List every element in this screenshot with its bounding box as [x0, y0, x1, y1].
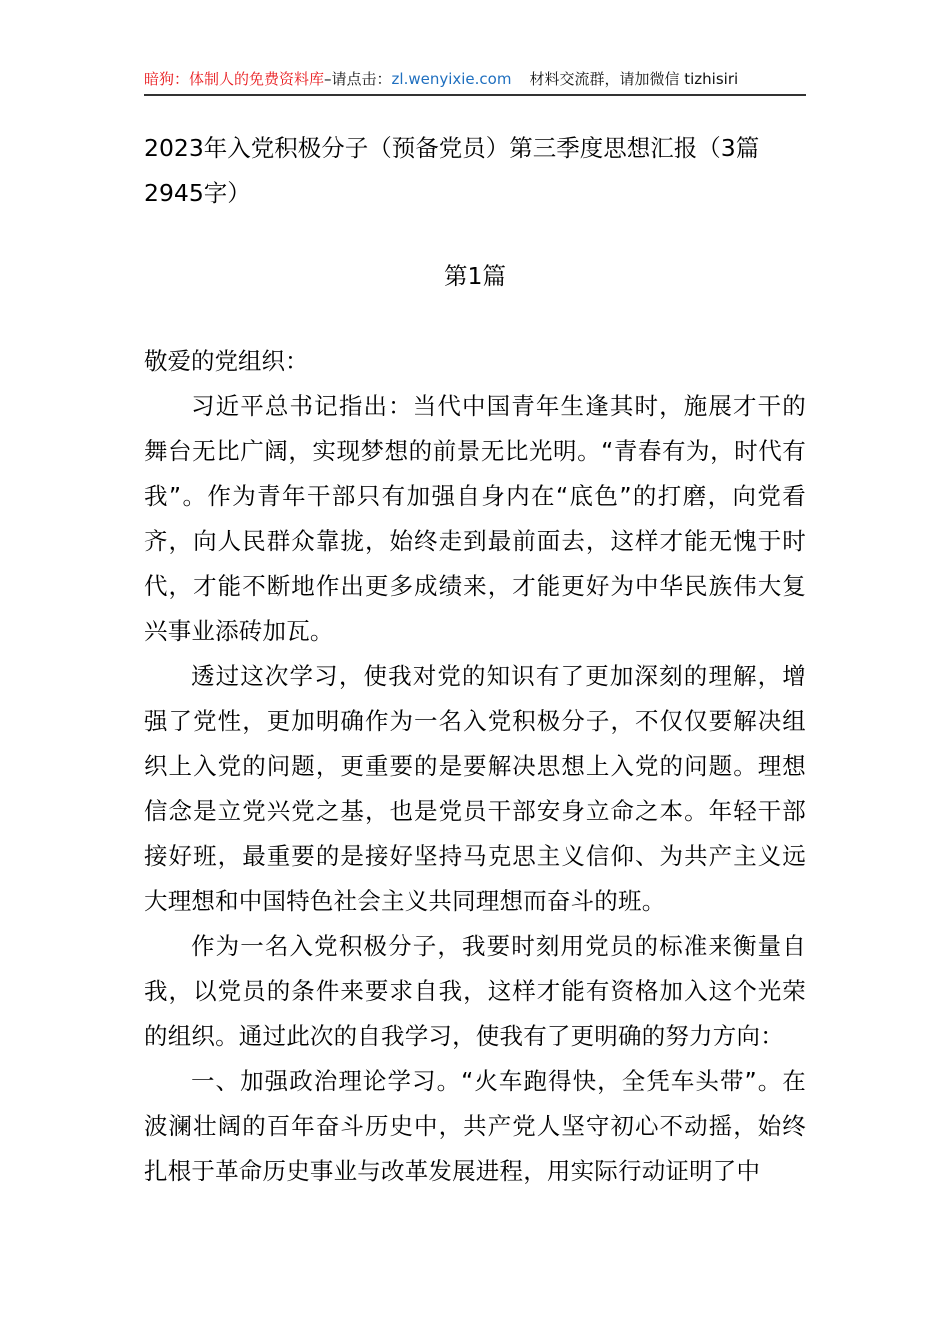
document-body: [144, 126, 806, 1194]
paragraph: 作为一名入党积极分子，我要时刻用党员的标准来衡量自我，以党员的条件来要求自我，这样才能有资格加入这个光荣的组织。通过此次的自我学习，使我有了更明确的努力方向：: [144, 932, 806, 1050]
wechat-group-text: 材料交流群，请加微信 tizhisiri: [529, 70, 739, 88]
paragraph: 透过这次学习，使我对党的知识有了更加深刻的理解，增强了党性，更加明确作为一名入党积极分子，不仅仅要解决组织上入党的问题，更重要的是要解决思想上入党的问题。理想信念是立党兴党之基，也是党员干部安身立命之本。年轻干部接好班，最重要的是接好坚持马克思主义信仰、为共产主义远大理想和中国特色社会主义共同理想而奋斗的班。: [144, 662, 806, 915]
paragraph: 习近平总书记指出：当代中国青年生逢其时，施展才干的舞台无比广阔，实现梦想的前景无比光明。“青春有为，时代有我”。作为青年干部只有加强自身内在“底色”的打磨，向党看齐，向人民群众靠拢，始终走到最前面去，这样才能无愧于时代，才能不断地作出更多成绩来，才能更好为中华民族伟大复兴事业添砖加瓦。: [144, 392, 806, 645]
document-title: 2023年入党积极分子（预备党员）第三季度思想汇报（3篇 2945字）: [144, 134, 760, 207]
click-prompt: –请点击：: [324, 70, 392, 88]
section-heading: 第1篇: [444, 262, 506, 290]
page-header-banner: [144, 68, 806, 96]
salutation: 敬爱的党组织：: [144, 347, 309, 375]
paragraph: 一、加强政治理论学习。“火车跑得快，全凭车头带”。在波澜壮阔的百年奋斗历史中，共产党人坚守初心不动摇，始终扎根于革命历史事业与改革发展进程，用实际行动证明了中: [144, 1067, 806, 1185]
brand-text: 暗狗：体制人的免费资料库: [144, 70, 325, 88]
website-link[interactable]: zl.wenyixie.com: [391, 70, 512, 88]
